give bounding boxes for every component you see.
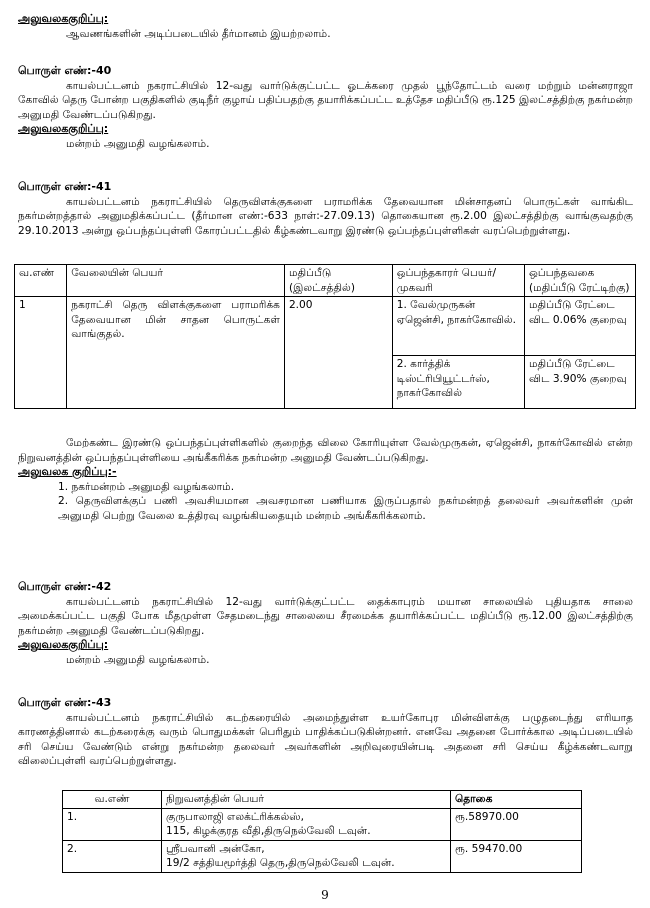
- item-followup-text: மேற்கண்ட இரண்டு ஒப்பந்தப்புள்ளிகளில் குறைந்த விலை கோரியுள்ள வேல்முருகன், ஏஜென்சி, நாகர்கோவில் என்ற நிறுவனத்தின் ஒப்பந்தப்புள்ளியை அங்கீகரிக்க நகர்மன்ற அனுமதி வேண்டப்படுகிறது.: [18, 437, 633, 464]
- header-amount: தொகை: [451, 791, 582, 809]
- office-note-block-1: [18, 12, 633, 41]
- office-note-heading: அலுவலககுறிப்பு:: [18, 638, 109, 652]
- item-title: பொருள் எண்:-43: [18, 696, 112, 709]
- item-title: பொருள் எண்:-42: [18, 580, 112, 593]
- item-body: காயல்பட்டனம் நகராட்சியில் கடற்கரையில் அமைந்துள்ள உயர்கோபுர மின்விளக்கு பழுதடைந்து எரியாத காரணத்தினால் கடற்கரைக்கு வரும் பொதுமக்கள் பெரிதும் பாதிக்கப்படுகின்றனர். எனவே அதனை போர்க்கால அடிப்படையில் சரி செய்ய வேண்டும் என்று நகர்மன்ற தலைவர் அவர்களின் அறிவுரையின்படி அதனை சரி செய்ய கீழ்க்கண்டவாறு விலைப்புள்ளி வரப்பெற்றுள்ளது.: [18, 711, 633, 768]
- table-header-row: [63, 791, 582, 809]
- cell-amount: ரூ.58970.00: [451, 808, 582, 840]
- office-point-2: 2. தெருவிளக்குப் பணி அவசியமான அவசரமான பணியாக இருப்பதால் நகர்மன்றத் தலைவர் அவர்களின் முன் அனுமதி பெற்று வேலை உத்திரவு வழங்கியதையும் மன்றம் அங்கீகரிக்கலாம்.: [58, 495, 633, 522]
- item-41: [18, 180, 633, 238]
- page-number: 9: [321, 888, 329, 902]
- company-address: 19/2 சத்தியமூர்த்தி தெரு,திருநெல்வேலி டவுன்.: [166, 857, 395, 870]
- cell-sno: 1.: [63, 808, 162, 840]
- cell-sno: 1: [15, 297, 67, 409]
- header-sno: வ.எண்: [63, 791, 162, 809]
- office-note-text: மன்றம் அனுமதி வழங்கலாம்.: [66, 653, 210, 666]
- office-point-1: 1. நகர்மன்றம் அனுமதி வழங்கலாம்.: [58, 480, 235, 493]
- header-rate-type: ஒப்பந்தவகை (மதிப்பீடு ரேட்டிற்கு): [525, 265, 636, 297]
- quotation-table-43: [62, 790, 582, 873]
- cell-sno: 2.: [63, 840, 162, 872]
- table-row: [15, 297, 636, 356]
- item-43: [18, 696, 633, 769]
- header-company: நிறுவனத்தின் பெயர்: [162, 791, 451, 809]
- cell-estimate: 2.00: [284, 297, 392, 409]
- table-row: [63, 840, 582, 872]
- header-contractor: ஒப்பந்தகாரர் பெயர்/முகவரி: [392, 265, 524, 297]
- item-body: காயல்பட்டனம் நகராட்சியில் 12-வது வார்டுக்குட்பட்ட ஓடக்கரை முதல் பூந்தோட்டம் வரை மற்றும் மன்னராஜா கோவில் தெரு போன்ற பகுதிகளில் குடிநீர் குழாய் பதிப்பதற்கு தயாரிக்கப்பட்ட உத்தேச மதிப்பீடு ரூ.125 இலட்சத்திற்கு நகர்மன்ற அனுமதி வேண்டப்படுகிறது.: [18, 79, 633, 121]
- cell-rate-1: மதிப்பீடு ரேட்டை விட 0.06% குறைவு: [525, 297, 636, 356]
- office-note-text: ஆவணங்களின் அடிப்படையில் தீர்மானம் இயற்றலாம்.: [66, 27, 331, 40]
- item-title: பொருள் எண்:-41: [18, 180, 112, 193]
- company-name: குருபாலாஜி எலக்ட்ரிக்கல்ஸ்,: [166, 810, 305, 823]
- item-body: காயல்பட்டனம் நகராட்சியில் 12-வது வார்டுக்குட்பட்ட தைக்காபுரம் மயான சாலையில் புதியதாக சாலை அமைக்கப்பட்ட பகுதி போக மீதமுள்ள சேதமடைந்து சாலையை சீரமைக்க தயாரிக்கப்பட்ட மதிப்பீடு ரூ.12.00 இலட்சத்திற்கு நகர்மன்ற அனுமதி வேண்டப்படுகிறது.: [18, 595, 633, 637]
- header-work: வேலையின் பெயர்: [67, 265, 285, 297]
- header-estimate: மதிப்பீடு (இலட்சத்தில்): [284, 265, 392, 297]
- cell-work: நகராட்சி தெரு விளக்குகளை பராமரிக்க தேவையான மின் சாதன பொருட்கள் வாங்குதல்.: [67, 297, 285, 409]
- cell-amount: ரூ. 59470.00: [451, 840, 582, 872]
- office-note-heading: அலுவலககுறிப்பு:: [18, 12, 109, 25]
- cell-company: [162, 808, 451, 840]
- item-41-followup: [18, 436, 633, 524]
- item-42: [18, 580, 633, 668]
- item-body: காயல்பட்டனம் நகராட்சியில் தெருவிளக்குகளை பராமரிக்க தேவையான மின்சாதனப் பொருட்கள் வாங்கிட நகர்மன்றத்தால் அனுமதிக்கப்பட்ட (தீர்மான எண்:-633 நாள்:-27.09.13) தொகையான ரூ.2.00 இலட்சத்திற்கு வாங்குவதற்கு 29.10.2013 அன்று ஒப்பந்தப்புள்ளி கோரப்பட்டதில் கீழ்கண்டவாறு இரண்டு ஒப்பந்தப்புள்ளிகள் வரப்பெற்றுள்ளது.: [18, 195, 633, 237]
- cell-company: [162, 840, 451, 872]
- office-note-heading: அலுவலககுறிப்பு:: [18, 122, 109, 136]
- company-name: ஸ்ரீபவானி அன்கோ,: [166, 842, 265, 855]
- company-address: 115, கிழக்குரத வீதி,திருநெல்வேலி டவுன்.: [166, 825, 371, 838]
- tender-table-41: [14, 264, 636, 409]
- cell-rate-2: மதிப்பீடு ரேட்டை விட 3.90% குறைவு: [525, 356, 636, 409]
- item-title: பொருள் எண்:-40: [18, 64, 112, 77]
- item-40: [18, 64, 633, 152]
- office-note-heading: அலுவலக குறிப்பு:-: [18, 465, 117, 479]
- table-row: [63, 808, 582, 840]
- header-sno: வ.எண்: [15, 265, 67, 297]
- cell-bidder-1: 1. வேல்முருகன் ஏஜென்சி, நாகர்கோவில்.: [392, 297, 524, 356]
- office-note-text: மன்றம் அனுமதி வழங்கலாம்.: [66, 137, 210, 150]
- table-header-row: [15, 265, 636, 297]
- cell-bidder-2: 2. கார்த்திக் டிஸ்ட்ரிபியூட்டர்ஸ், நாகர்கோவில்: [392, 356, 524, 409]
